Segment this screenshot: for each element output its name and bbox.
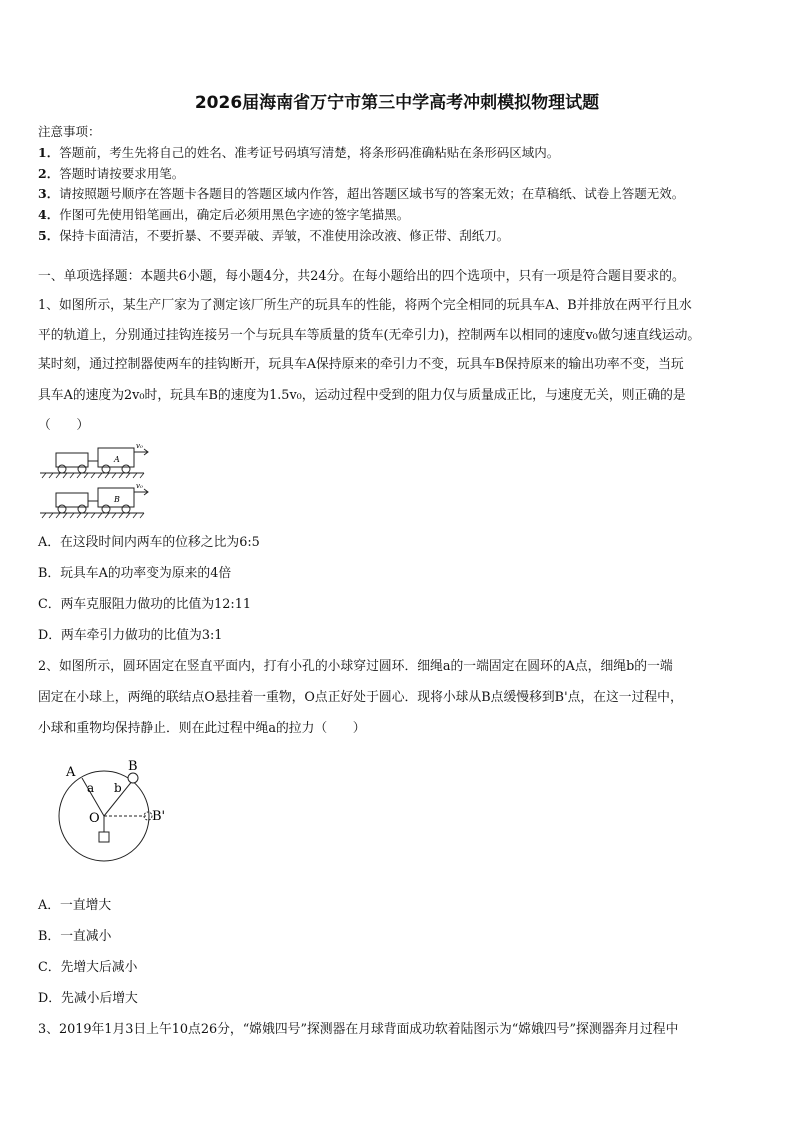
q1-option: C．两车克服阻力做功的比值为12:11 xyxy=(38,597,252,612)
velocity-label: v₀ xyxy=(136,442,143,450)
q1-line: （ ） xyxy=(38,418,90,433)
page-title: 2026届海南省万宁市第三中学高考冲刺模拟物理试题 xyxy=(194,93,600,113)
q1-option: D．两车牵引力做功的比值为3:1 xyxy=(38,628,223,643)
q1-option: B．玩具车A的功率变为原来的4倍 xyxy=(38,566,232,581)
notice-heading: 注意事项： xyxy=(38,124,101,139)
q1-figure xyxy=(36,440,166,520)
q2-option: D．先减小后增大 xyxy=(38,991,138,1006)
notice-item: 2．答题时请按要求用笔。 xyxy=(38,166,185,181)
q1-line: 某时刻，通过控制器使两车的挂钩断开，玩具车A保持原来的牵引力不变，玩具车B保持原来的输出功率不变，当玩 xyxy=(38,357,684,372)
q2-option: C．先增大后减小 xyxy=(38,960,138,975)
notice-item: 1．答题前，考生先将自己的姓名、准考证号码填写清楚，将条形码准确粘贴在条形码区域内。 xyxy=(38,145,560,160)
q2-option: B．一直减小 xyxy=(38,929,112,944)
string-b-label: b xyxy=(114,781,122,795)
notice-item: 4．作图可先使用铅笔画出，确定后必须用黑色字迹的签字笔描黑。 xyxy=(38,207,410,222)
notice-item: 3．请按照题号顺序在答题卡各题目的答题区域内作答，超出答题区域书写的答案无效；在草稿纸、试卷上答题无效。 xyxy=(38,186,685,201)
notice-item: 5．保持卡面清洁，不要折暴、不要弄破、弄皱，不准使用涂改液、修正带、刮纸刀。 xyxy=(38,228,510,243)
car-b-label: B xyxy=(114,495,120,504)
q1-line: 平的轨道上，分别通过挂钩连接另一个与玩具车等质量的货车(无牵引力)，控制两车以相同的速度v₀做匀速直线运动。 xyxy=(38,328,701,343)
q1-option: A．在这段时间内两车的位移之比为6:5 xyxy=(38,535,260,550)
q2-line: 2、如图所示，圆环固定在竖直平面内，打有小孔的小球穿过圆环．细绳a的一端固定在圆环的A点，细绳b的一端 xyxy=(38,659,673,674)
q1-line: 1、如图所示，某生产厂家为了测定该厂所生产的玩具车的性能，将两个完全相同的玩具车A、B并排放在两平行且水 xyxy=(38,298,692,313)
point-o-label: O xyxy=(89,811,100,826)
point-a-label: A xyxy=(66,765,76,780)
point-b-label: B xyxy=(128,759,138,774)
q1-line: 具车A的速度为2v₀时，玩具车B的速度为1.5v₀，运动过程中受到的阻力仅与质量成正比，与速度无关，则正确的是 xyxy=(38,388,686,403)
q2-option: A．一直增大 xyxy=(38,898,112,913)
point-b-prime-label: B' xyxy=(152,809,166,824)
velocity-label: v₀ xyxy=(136,482,143,490)
string-a-label: a xyxy=(87,781,95,795)
car-a-label: A xyxy=(114,455,120,464)
q3-line: 3、2019年1月3日上午10点26分，“嫦娥四号”探测器在月球背面成功软着陆图示为“嫦娥四号”探测器奔月过程中 xyxy=(38,1022,679,1037)
q2-line: 固定在小球上，两绳的联结点O悬挂着一重物，O点正好处于圆心．现将小球从B点缓慢移到B'点，在这一过程中， xyxy=(38,690,683,705)
q2-line: 小球和重物均保持静止．则在此过程中绳a的拉力（ ） xyxy=(38,721,366,736)
q2-figure xyxy=(56,756,176,866)
section-heading: 一、单项选择题：本题共6小题，每小题4分，共24分。在每小题给出的四个选项中，只有一项是符合题目要求的。 xyxy=(38,269,685,284)
